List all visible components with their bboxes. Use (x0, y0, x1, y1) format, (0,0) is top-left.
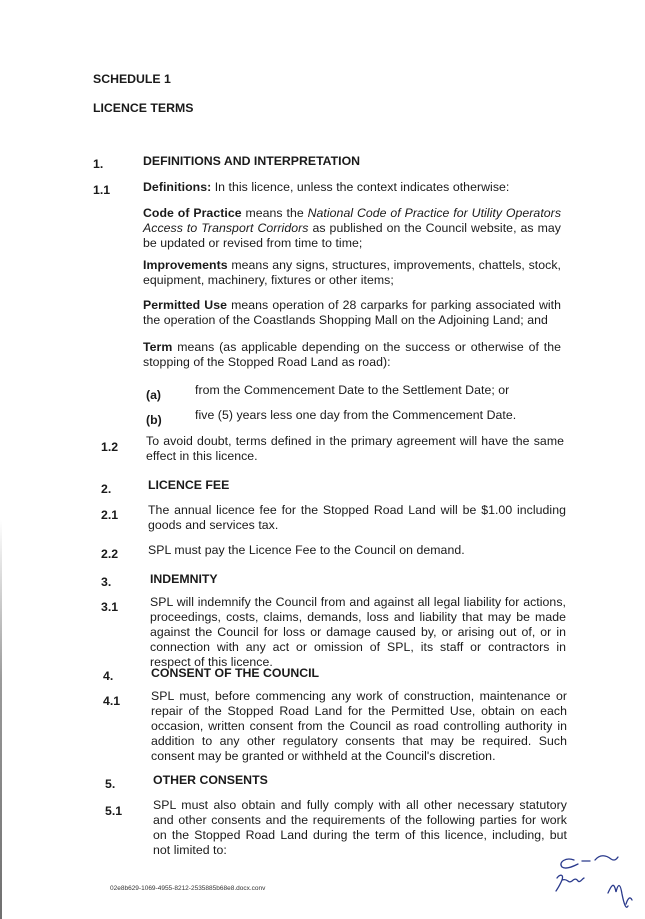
term-item-b-text: five (5) years less one day from the Commencement Date. (195, 408, 517, 422)
definition-text: means operation of 28 carparks for parking associated with the operation of the Coastlands Shopping Mall on the Adjoining Land; and (143, 298, 562, 327)
clause-1-2-text: To avoid doubt, terms defined in the primary agreement will have the same effect in this licence. (146, 434, 564, 463)
definition-term: Code of Practice (143, 206, 242, 220)
term-item-b-label: (b) (146, 413, 162, 427)
section-5-number: 5. (105, 777, 116, 791)
clause-4-1-text: SPL must, before commencing any work of construction, maintenance or repair of the Stopped Road Land for the Permitted Use, obtain on each occasion, written consent from the Council as road controlling authority in addition to any other regulatory consents that may be required. Such consent may be granted or withheld at the Council's discretion. (151, 689, 567, 763)
definition-improvements (143, 258, 561, 288)
definition-text: means (as applicable depending on the success or otherwise of the stopping of the Stopped Road Land as road): (143, 340, 561, 369)
clause-5-1-text: SPL must also obtain and fully comply with all other necessary statutory and other consents and the requirements of the following parties for work on the Stopped Road Land during the term of this licence, including, but not limited to: (153, 798, 567, 857)
definition-term: Improvements (143, 258, 228, 272)
definition-text: as published on the Council website, as may be updated or revised from time to time; (143, 221, 561, 250)
definition-permitted-use (143, 298, 561, 328)
clause-4-1-number: 4.1 (103, 694, 121, 708)
signature-stroke (556, 875, 584, 891)
definitions-intro: In this licence, unless the context indicates otherwise: (214, 180, 510, 194)
term-item-a-label: (a) (146, 388, 162, 402)
definition-text: means the (245, 206, 304, 220)
footer-file-reference: 02e8b629-1069-4955-8212-2535885b68e8.docx.conv (110, 885, 266, 892)
section-2-title: LICENCE FEE (148, 478, 230, 492)
scan-edge-shadow (0, 520, 2, 919)
clause-1-2-number: 1.2 (101, 440, 119, 454)
section-1-title: DEFINITIONS AND INTERPRETATION (143, 154, 361, 168)
clause-3-1-number: 3.1 (101, 600, 119, 614)
clause-1-1-number: 1.1 (93, 183, 111, 197)
definition-term (143, 340, 561, 370)
section-3-title: INDEMNITY (150, 572, 218, 586)
definition-term: Permitted Use (143, 298, 227, 312)
definition-code-of-practice (143, 206, 561, 251)
handwritten-initials-signature (548, 848, 642, 916)
section-4-number: 4. (103, 669, 114, 683)
clause-2-2-number: 2.2 (101, 547, 119, 561)
schedule-title: SCHEDULE 1 (93, 72, 171, 86)
section-4-title: CONSENT OF THE COUNCIL (151, 666, 320, 680)
definition-text: means any signs, structures, improvements, chattels, stock, equipment, machinery, fixtures or other items; (143, 258, 561, 287)
licence-terms-title: LICENCE TERMS (93, 101, 194, 115)
section-2-number: 2. (101, 482, 112, 496)
section-5-title: OTHER CONSENTS (153, 773, 268, 787)
clause-2-1-text: The annual licence fee for the Stopped Road Land will be $1.00 including goods and services tax. (148, 503, 566, 532)
term-item-a-text: from the Commencement Date to the Settlement Date; or (195, 383, 510, 397)
signature-ink (556, 856, 632, 908)
definition-italic-title: National Code of Practice for Utility Operators Access to Transport Corridors (143, 206, 562, 235)
clause-5-1-number: 5.1 (105, 804, 123, 818)
signature-stroke (595, 856, 618, 860)
definitions-label: Definitions: (143, 180, 212, 194)
clause-3-1-text: SPL will indemnify the Council from and against all legal liability for actions, proceedings, costs, claims, demands, loss and liability that may be made against the Council for loss or damage caused by, or arising out of, or in connection with any act or omission of SPL, its staff or contractors in respect of this licence. (150, 595, 566, 669)
definition-term-word: Term (143, 340, 173, 354)
signature-stroke (608, 885, 632, 907)
clause-2-2-text: SPL must pay the Licence Fee to the Council on demand. (148, 543, 465, 557)
clause-1-1 (143, 180, 563, 195)
section-1-number: 1. (93, 157, 104, 171)
signature-stroke (561, 859, 578, 868)
clause-2-1-number: 2.1 (101, 508, 119, 522)
section-3-number: 3. (101, 575, 112, 589)
